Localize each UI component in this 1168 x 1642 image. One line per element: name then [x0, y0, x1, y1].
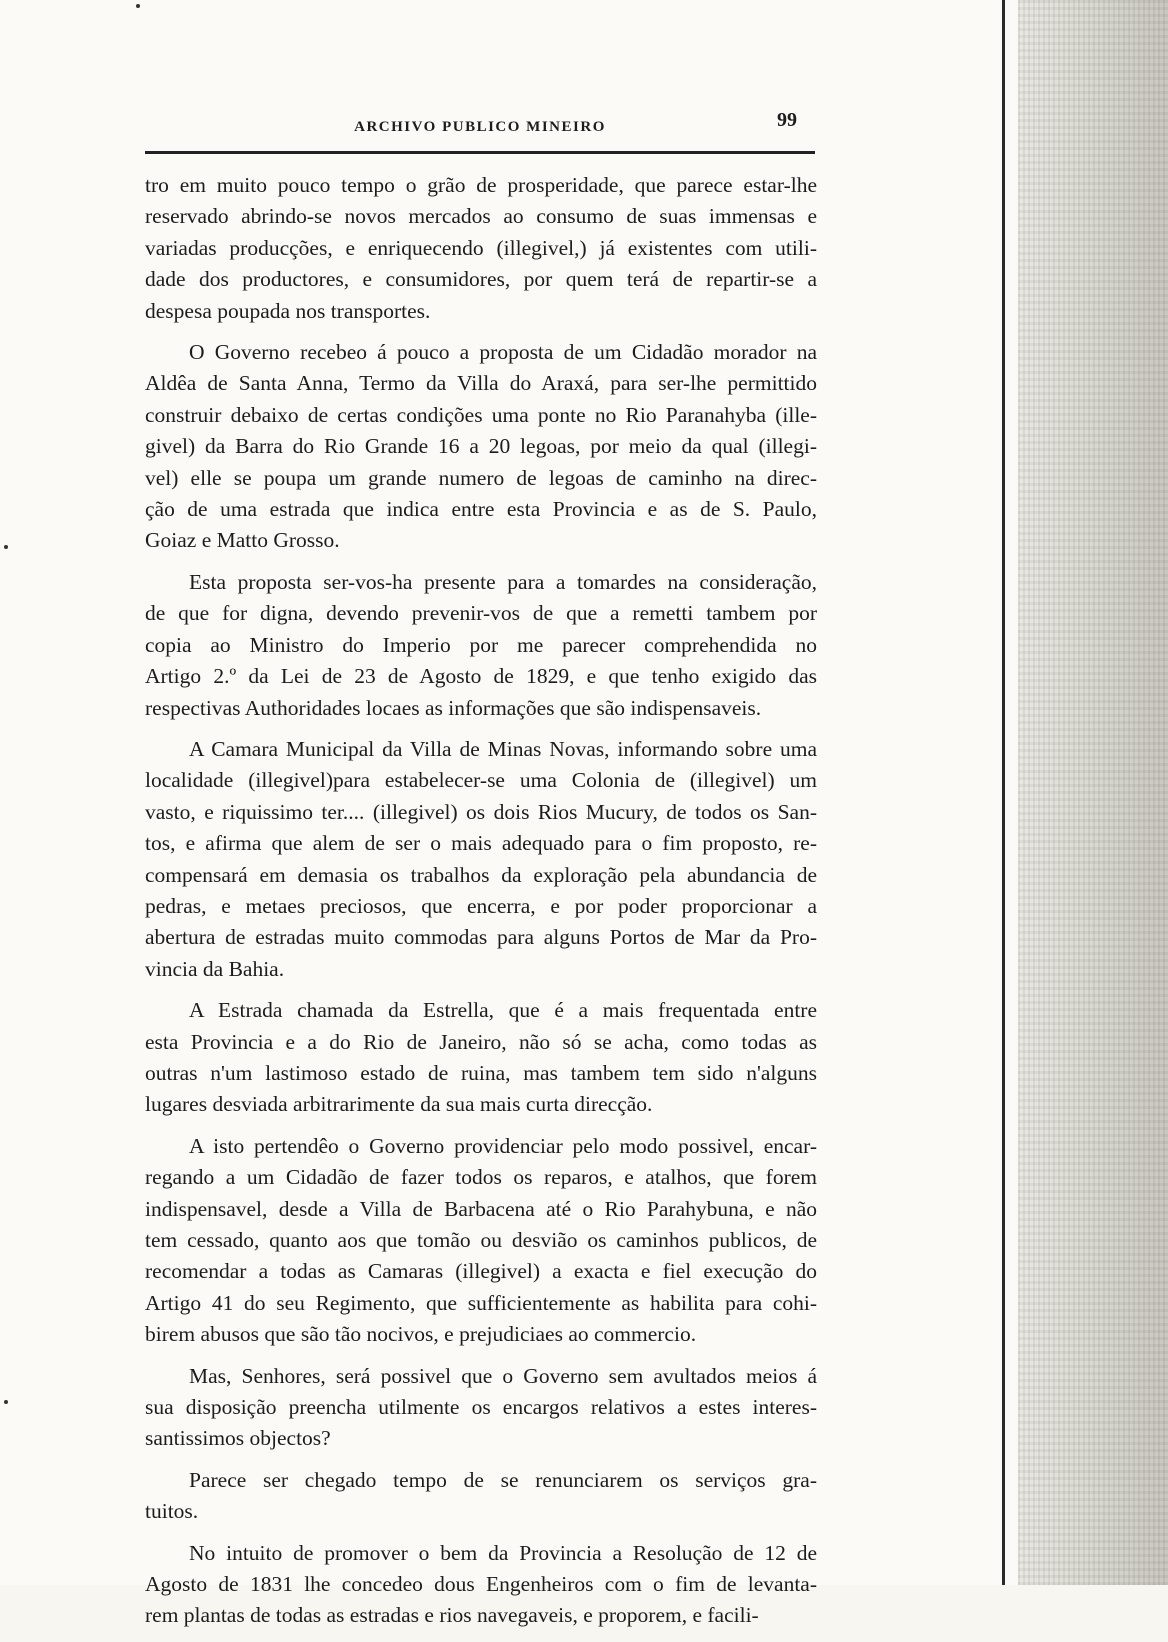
text-line: vincia da Bahia. — [145, 956, 285, 981]
text-line: A Camara Municipal da Villa de Minas Novas, informando sobre uma — [189, 736, 817, 761]
text-line: ção de uma estrada que indica entre esta Provincia e as de S. Paulo, — [145, 497, 817, 522]
speck — [4, 545, 8, 549]
page-edge-line — [1002, 0, 1005, 1585]
text-line: regando a um Cidadão de fazer todos os reparos, e atalhos, que forem — [145, 1165, 817, 1190]
text-line: santissimos objectos? — [145, 1426, 331, 1451]
text-line: Artigo 41 do seu Regimento, que sufficientemente as habilita para cohi- — [145, 1290, 817, 1315]
text-line: copia ao Ministro do Imperio por me parecer comprehendida no — [145, 632, 817, 657]
paragraph — [145, 170, 817, 327]
text-line: construir debaixo de certas condições uma ponte no Rio Paranahyba (ille- — [145, 402, 817, 427]
text-line: tro em muito pouco tempo o grão de prosperidade, que parece estar-lhe — [145, 173, 817, 197]
text-line: de que for digna, devendo prevenir-vos de que a remetti tambem por — [145, 601, 817, 626]
text-line: lugares desviada arbitrarimente da sua mais curta direcção. — [145, 1092, 653, 1117]
text-line: tem cessado, quanto aos que tomão ou desvião os caminhos publicos, de — [145, 1228, 817, 1252]
text-line: givel) da Barra do Rio Grande 16 a 20 legoas, por meio da qual (illegi- — [145, 434, 817, 459]
body-text — [145, 170, 817, 1642]
scan-edge-strip — [1018, 0, 1168, 1585]
text-line: localidade (illegivel)para estabelecer-se uma Colonia de (illegivel) um — [145, 768, 817, 793]
text-line: compensará em demasia os trabalhos da exploração pela abundancia de — [145, 862, 817, 887]
text-line: vasto, e riquissimo ter.... (illegivel) os dois Rios Mucury, de todos os San- — [145, 799, 817, 824]
text-line: indispensavel, desde a Villa de Barbacena até o Rio Parahybuna, e não — [145, 1196, 817, 1221]
text-line: Agosto de 1831 lhe concedeo dous Engenheiros com o fim de levanta- — [145, 1572, 817, 1597]
text-line: tuitos. — [145, 1499, 199, 1524]
page-number: 99 — [777, 109, 797, 131]
text-line: Parece ser chegado tempo de se renunciarem os serviços gra- — [189, 1467, 817, 1492]
text-line: A Estrada chamada da Estrella, que é a mais frequentada entre — [189, 998, 817, 1023]
text-line: esta Provincia e a do Rio de Janeiro, não só se acha, como todas as — [145, 1029, 817, 1054]
paragraph — [145, 1465, 817, 1528]
text-line: reservado abrindo-se novos mercados ao consumo de suas immensas e — [145, 204, 817, 229]
text-line: pedras, e metaes preciosos, que encerra, e por poder proporcionar a — [145, 893, 817, 918]
text-line: Artigo 2.º da Lei de 23 de Agosto de 1829, e que tenho exigido das — [145, 664, 817, 689]
text-line: dade dos productores, e consumidores, por quem terá de repartir-se a — [145, 267, 817, 292]
text-line: Mas, Senhores, será possivel que o Governo sem avultados meios á — [189, 1363, 817, 1388]
text-line: A isto pertendêo o Governo providenciar pelo modo possivel, encar- — [189, 1133, 817, 1158]
text-line: No intuito de promover o bem da Provincia a Resolução de 12 de — [189, 1540, 817, 1565]
paragraph — [145, 337, 817, 557]
page-header — [145, 105, 815, 145]
text-line: variadas producções, e enriquecendo (illegivel,) já existentes com utili- — [145, 235, 817, 260]
text-line: outras n'um lastimoso estado de ruina, mas tambem tem sido n'alguns — [145, 1060, 817, 1085]
header-rule — [145, 151, 815, 154]
text-line: Aldêa de Santa Anna, Termo da Villa do Araxá, para ser-lhe permittido — [145, 371, 817, 396]
text-line: despesa poupada nos transportes. — [145, 298, 431, 323]
text-line: vel) elle se poupa um grande numero de legoas de caminho na direc- — [145, 465, 817, 490]
paragraph — [145, 995, 817, 1121]
text-line: O Governo recebeo á pouco a proposta de um Cidadão morador na — [189, 340, 817, 365]
text-line: Esta proposta ser-vos-ha presente para a tomardes na consideração, — [189, 569, 817, 594]
text-line: sua disposição preencha utilmente os encargos relativos a estes interes- — [145, 1395, 817, 1420]
running-title: ARCHIVO PUBLICO MINEIRO — [354, 119, 606, 135]
text-line: tos, e afirma que alem de ser o mais adequado para o fim proposto, re- — [145, 831, 817, 856]
text-line: recomendar a todas as Camaras (illegivel) a exacta e fiel execução do — [145, 1259, 817, 1284]
speck — [4, 1400, 8, 1404]
text-line: rem plantas de todas as estradas e rios navegaveis, e proporem, e facili- — [145, 1603, 759, 1628]
text-line: respectivas Authoridades locaes as informações que são indispensaveis. — [145, 695, 762, 720]
text-line: Goiaz e Matto Grosso. — [145, 528, 340, 553]
text-line: abertura de estradas muito commodas para alguns Portos de Mar da Pro- — [145, 925, 817, 950]
paragraph — [145, 1361, 817, 1455]
paragraph — [145, 567, 817, 724]
paragraph — [145, 1131, 817, 1351]
speck — [136, 4, 140, 8]
paragraph — [145, 734, 817, 985]
text-line: birem abusos que são tão nocivos, e prejudiciaes ao commercio. — [145, 1322, 697, 1347]
